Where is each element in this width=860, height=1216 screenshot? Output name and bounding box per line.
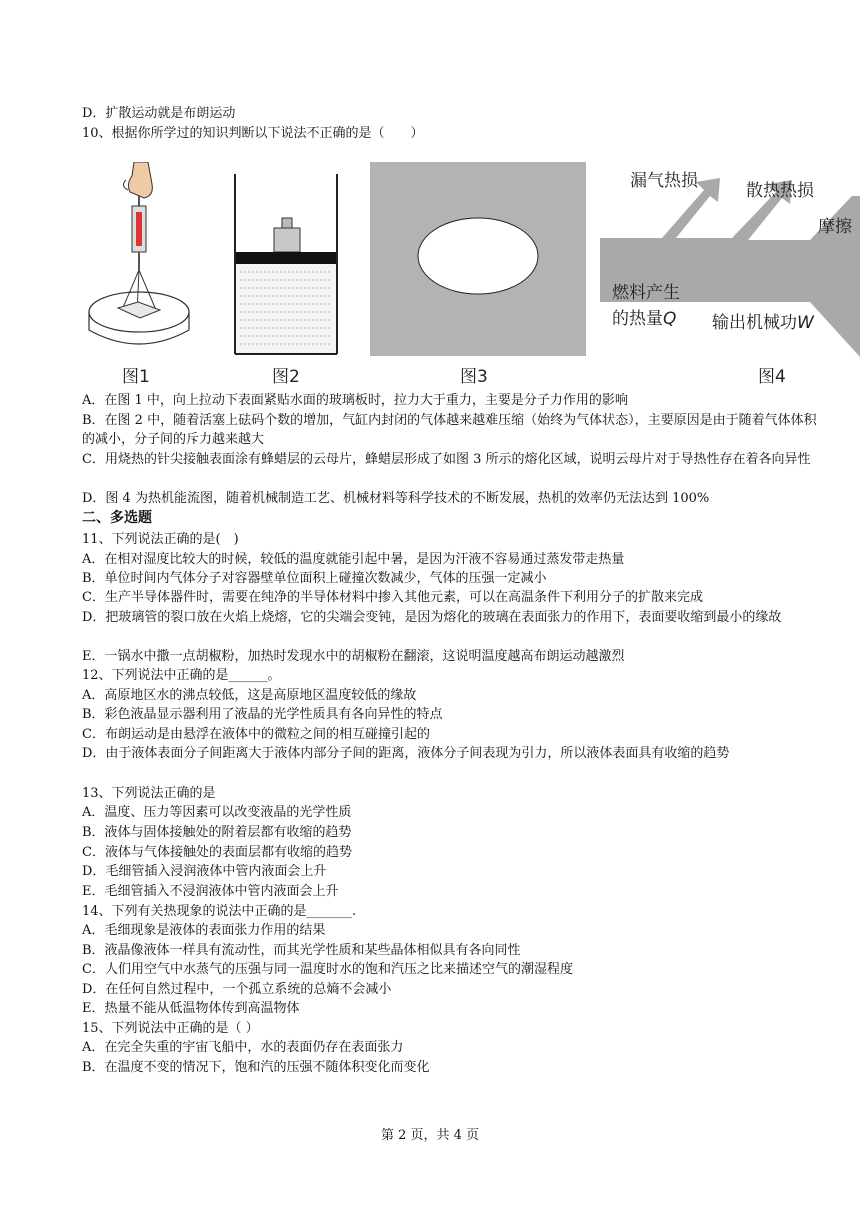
figure-1-spring-scale xyxy=(82,162,212,362)
q9-option-d: D．扩散运动就是布朗运动 xyxy=(82,106,236,121)
q11-stem: 11、下列说法正确的是( ) xyxy=(82,532,239,547)
figure-row xyxy=(82,162,860,392)
q11-option-b: B．单位时间内气体分子对容器壁单位面积上碰撞次数减少，气体的压强一定减小 xyxy=(82,571,547,586)
figure-4-energy-flow xyxy=(600,162,860,362)
q14-option-a: A．毛细现象是液体的表面张力作用的结果 xyxy=(82,923,326,938)
q10-stem: 10、根据你所学过的知识判断以下说法不正确的是（ ） xyxy=(82,126,424,141)
q13-stem: 13、下列说法正确的是 xyxy=(82,786,216,801)
caption-figure-3: 图3 xyxy=(460,367,488,387)
caption-figure-1: 图1 xyxy=(122,367,150,387)
q12-option-a: A．高原地区水的沸点较低，这是高原地区温度较低的缘故 xyxy=(82,688,417,703)
caption-figure-2: 图2 xyxy=(272,367,300,387)
q15-option-b: B．在温度不变的情况下，饱和汽的压强不随体积变化而变化 xyxy=(82,1060,430,1075)
q14-option-d: D．在任何自然过程中，一个孤立系统的总熵不会减小 xyxy=(82,982,392,997)
caption-figure-4: 图4 xyxy=(758,367,786,387)
label-leak-loss: 漏气热损 xyxy=(630,171,698,191)
q14-option-e: E．热量不能从低温物体传到高温物体 xyxy=(82,1001,300,1016)
q14-option-c: C．人们用空气中水蒸气的压强与同一温度时水的饱和汽压之比来描述空气的潮湿程度 xyxy=(82,962,573,977)
q13-option-d: D．毛细管插入浸润液体中管内液面会上升 xyxy=(82,864,327,879)
q15-option-a: A．在完全失重的宇宙飞船中，水的表面仍存在表面张力 xyxy=(82,1040,404,1055)
q12-option-b: B．彩色液晶显示器利用了液晶的光学性质具有各向异性的特点 xyxy=(82,707,443,722)
q11-option-c: C．生产半导体器件时，需要在纯净的半导体材料中掺入其他元素，可以在高温条件下利用分子的扩散来完成 xyxy=(82,590,703,605)
label-fuel-line2: 的热量Q xyxy=(612,309,677,329)
q13-option-c: C．液体与气体接触处的表面层都有收缩的趋势 xyxy=(82,845,352,860)
q13-option-b: B．液体与固体接触处的附着层都有收缩的趋势 xyxy=(82,825,352,840)
q13-option-e: E．毛细管插入不浸润液体中管内液面会上升 xyxy=(82,884,339,899)
q11-option-d: D．把玻璃管的裂口放在火焰上烧熔，它的尖端会变钝，是因为熔化的玻璃在表面张力的作用下，表面要收缩到最小的缘故 xyxy=(82,610,782,625)
label-output-work: 输出机械功W xyxy=(712,313,814,333)
section-title: 二、多选题 xyxy=(82,510,152,526)
q10-option-c: C．用烧热的针尖接触表面涂有蜂蜡层的云母片，蜂蜡层形成了如图 3 所示的熔化区域，说明云母片对于导热性存在着各向异性 xyxy=(82,452,811,467)
figure-3-mica-melt-region xyxy=(370,162,586,362)
label-fuel-line1: 燃料产生 xyxy=(612,283,680,303)
q10-option-a: A．在图 1 中，向上拉动下表面紧贴水面的玻璃板时，拉力大于重力，主要是分子力作用的影响 xyxy=(82,393,628,408)
page-number-footer: 第 2 页，共 4 页 xyxy=(380,1128,480,1143)
q14-stem: 14、下列有关热现象的说法中正确的是_______. xyxy=(82,904,357,919)
q11-option-a: A．在相对湿度比较大的时候，较低的温度就能引起中暑，是因为汗液不容易通过蒸发带走热量 xyxy=(82,552,625,567)
label-friction-loss: 摩擦 xyxy=(818,217,852,237)
q10-option-b: B．在图 2 中，随着活塞上砝码个数的增加，气缸内封闭的气体越来越难压缩（始终为气体状态），主要原因是由于随着气体体积的减小，分子间的斥力越来越大 xyxy=(82,413,817,447)
label-heat-loss: 散热热损 xyxy=(746,181,814,201)
q15-stem: 15、下列说法中正确的是（ ） xyxy=(82,1021,259,1036)
q12-option-c: C．布朗运动是由悬浮在液体中的微粒之间的相互碰撞引起的 xyxy=(82,727,430,742)
q12-option-d: D．由于液体表面分子间距离大于液体内部分子间的距离，液体分子间表现为引力，所以液体表面具有收缩的趋势 xyxy=(82,746,730,761)
q10-option-d: D．图 4 为热机能流图，随着机械制造工艺、机械材料等科学技术的不断发展，热机的效率仍无法达到 100% xyxy=(82,491,710,506)
q14-option-b: B．液晶像液体一样具有流动性，而其光学性质和某些晶体相似具有各向同性 xyxy=(82,943,521,958)
figure-2-piston-cylinder xyxy=(230,162,350,362)
q13-option-a: A．温度、压力等因素可以改变液晶的光学性质 xyxy=(82,805,352,820)
q11-option-e: E．一锅水中撒一点胡椒粉，加热时发现水中的胡椒粉在翻滚，这说明温度越高布朗运动越激烈 xyxy=(82,649,625,664)
q12-stem: 12、下列说法中正确的是______。 xyxy=(82,668,281,683)
